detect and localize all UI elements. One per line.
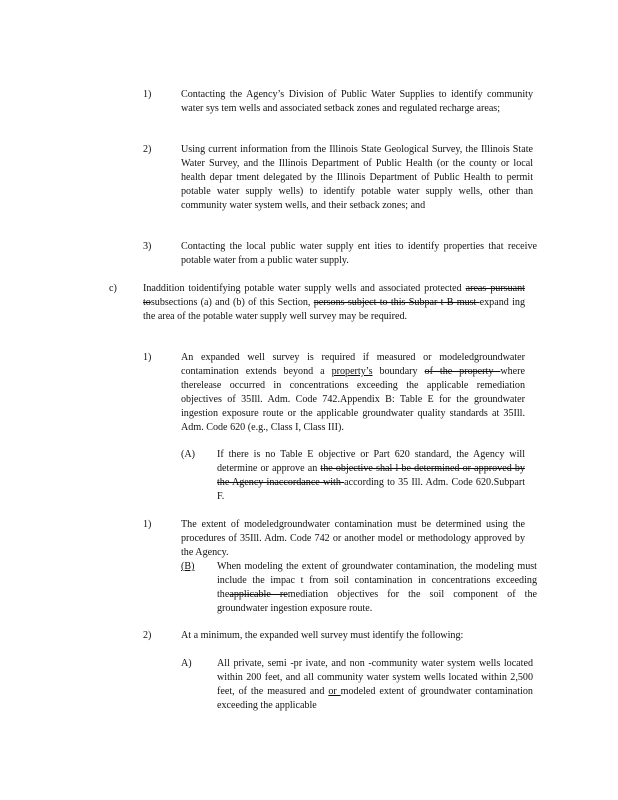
text: The extent of modeledgroundwater contamination must be determined using the procedures of 35Ill. Adm. Code 742 or another model or methodology approved by the Agency. bbox=[181, 519, 525, 558]
text: where therelease occurred in concentrations exceeding the applicable remediation objectives of 35Ill. Adm. Code 742.Appendix B: Table E for the groundwater ingestion exposure route or the applicable groundwater quality standards at 35Ill. Adm. Code 620 (e.g., Class I, Class III). bbox=[181, 365, 525, 433]
paragraph-3: Contacting the local public water supply ent ities to identify properties that receive potable water from a public water supply. bbox=[181, 241, 537, 266]
text: expand ing the area of the potable water supply well survey may be required. bbox=[143, 296, 525, 322]
section-c-paragraph bbox=[143, 282, 525, 324]
paragraph-1: Contacting the Agency’s Division of Public Water Supplies to identify community water sys tem wells and associated setback zones and regulated recharge areas; bbox=[181, 89, 533, 114]
text: If there is no Table E objective or Part 620 standard, the Agency will determine or approve an bbox=[217, 449, 525, 474]
list-label-dA: A) bbox=[181, 658, 192, 669]
text: subsections (a) and (b) of this Section, bbox=[150, 296, 314, 308]
text: modeled extent of groundwater contamination exceeding the applicable bbox=[217, 685, 533, 711]
paragraph-cA bbox=[217, 448, 525, 504]
text: All private, semi -pr ivate, and non -community water system wells located within 200 feet, and all community water system wells located within 2,500 feet, of the measured and bbox=[217, 658, 533, 697]
underlined-text: property’s bbox=[331, 365, 373, 377]
text: An expanded well survey is required if measured or modeledgroundwater contamination extends beyond a bbox=[181, 352, 525, 377]
list-label-cA: (A) bbox=[181, 449, 196, 460]
paragraph-dA bbox=[217, 657, 533, 713]
list-label-1: 1) bbox=[143, 89, 152, 100]
underlined-text: or bbox=[328, 685, 341, 697]
text: Inaddition toidentifying potable water supply wells and associated protected bbox=[143, 283, 466, 294]
paragraph-d1B bbox=[217, 560, 537, 616]
text: according to 35 Ill. Adm. Code 620.Subpart F. bbox=[217, 476, 525, 502]
list-label-d2: 2) bbox=[143, 630, 152, 641]
list-label-c1: 1) bbox=[143, 352, 152, 363]
list-label-d1B: (B) bbox=[181, 561, 195, 572]
paragraph-d2: At a minimum, the expanded well survey must identify the following: bbox=[181, 630, 464, 641]
text: mediation objectives for the soil component of the groundwater ingestion exposure route. bbox=[217, 588, 537, 614]
paragraph-2: Using current information from the Illinois State Geological Survey, the Illinois State Water Survey, and the Illinois Department of Public Health (or the county or local health depar tment delegated by the Illinois Department of Public Health to permit potable water supply wells) to identify potable water supply wells, other than community water system wells, and their setback zones; and bbox=[181, 144, 533, 211]
paragraph-c1 bbox=[181, 351, 525, 434]
struck-text: of the property bbox=[424, 365, 501, 377]
struck-text: the objective shal l be determined or approved by the Agency inaccordance with bbox=[217, 462, 525, 488]
struck-text: applicable re bbox=[229, 588, 288, 600]
struck-text: persons subject to this Subpar t B must bbox=[313, 296, 480, 308]
list-label-d1: 1) bbox=[143, 519, 152, 530]
paragraph-d1 bbox=[181, 518, 525, 560]
text: When modeling the extent of groundwater contamination, the modeling must include the impac t from soil contamination in concentrations exceeding the bbox=[217, 561, 537, 600]
text: boundary bbox=[372, 365, 425, 377]
struck-text: areas pursuant to bbox=[143, 283, 525, 308]
list-label-2: 2) bbox=[143, 144, 152, 155]
section-label-c: c) bbox=[109, 283, 117, 294]
list-label-3: 3) bbox=[143, 241, 152, 252]
